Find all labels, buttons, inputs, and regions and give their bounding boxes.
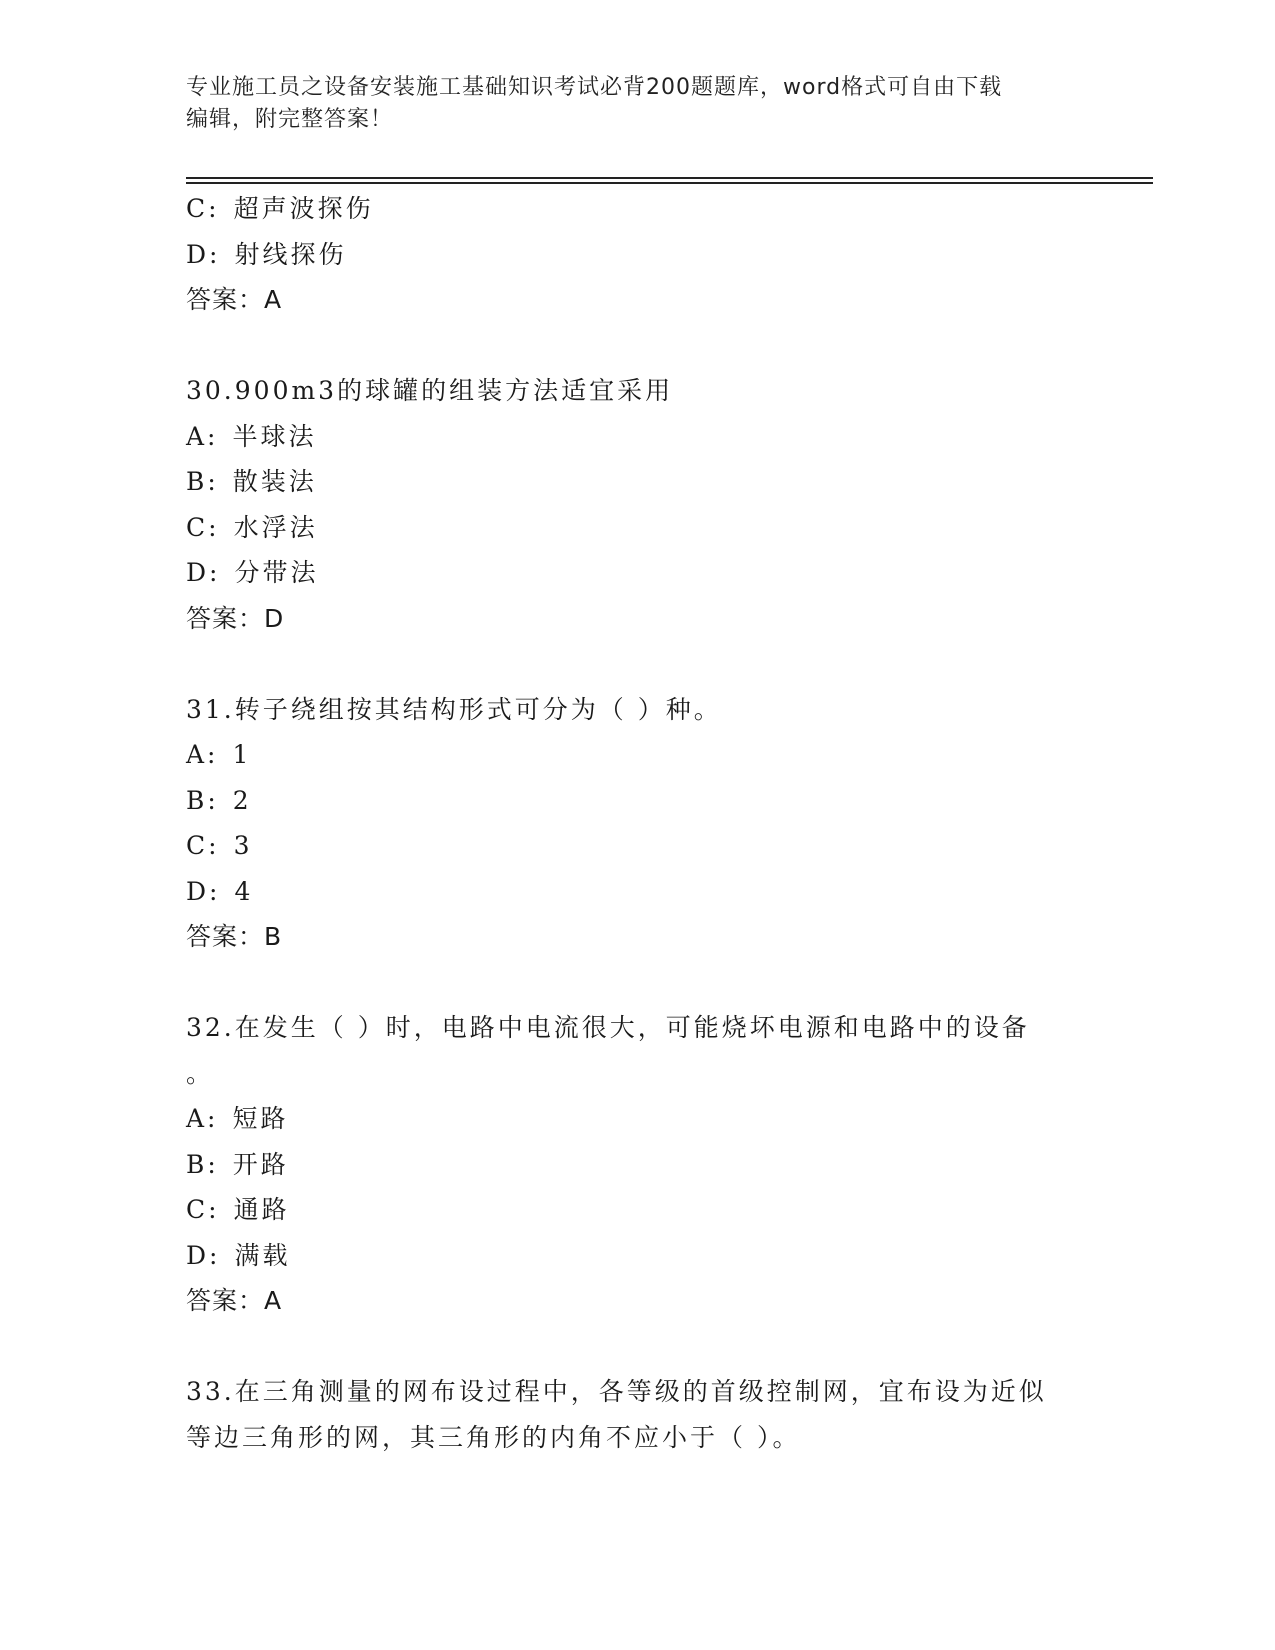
header-rule-bottom bbox=[186, 182, 1153, 184]
q32-option-c: C: 通路 bbox=[186, 1195, 290, 1224]
q32-option-b: B: 开路 bbox=[186, 1149, 289, 1179]
header-line-1: 专业施工员之设备安装施工基础知识考试必背200题题库，word格式可自由下载 bbox=[186, 75, 1003, 100]
option-c: C: 超声波探伤 bbox=[186, 194, 374, 223]
q32-option-a: A: 短路 bbox=[186, 1104, 289, 1133]
question-33-line-2: 等边三角形的网，其三角形的内角不应小于（ ）。 bbox=[186, 1422, 801, 1452]
q31-option-c: C: 3 bbox=[186, 831, 253, 860]
question-33-line-1: 33.在三角测量的网布设过程中，各等级的首级控制网，宜布设为近似 bbox=[186, 1377, 1047, 1406]
document-body bbox=[186, 186, 1086, 1460]
document-header bbox=[186, 72, 1066, 136]
question-32-line-1: 32.在发生（ ）时，电路中电流很大，可能烧坏电源和电路中的设备 bbox=[186, 1013, 1030, 1042]
q32-answer: 答案：A bbox=[186, 1286, 283, 1315]
q31-answer: 答案：B bbox=[186, 922, 283, 951]
header-rule-top bbox=[186, 177, 1153, 179]
question-32-line-2: 。 bbox=[186, 1058, 215, 1088]
q31-option-a: A: 1 bbox=[186, 740, 252, 769]
q31-option-b: B: 2 bbox=[186, 785, 252, 815]
q30-option-a: A: 半球法 bbox=[186, 421, 317, 451]
option-d: D: 射线探伤 bbox=[186, 239, 347, 269]
question-30: 30.900m3的球罐的组装方法适宜采用 bbox=[186, 376, 674, 405]
question-31: 31.转子绕组按其结构形式可分为（ ）种。 bbox=[186, 694, 722, 724]
q30-option-d: D: 分带法 bbox=[186, 558, 319, 587]
header-line-2: 编辑，附完整答案！ bbox=[186, 107, 394, 132]
q30-option-c: C: 水浮法 bbox=[186, 512, 318, 542]
q30-answer: 答案：D bbox=[186, 603, 285, 633]
answer-line: 答案：A bbox=[186, 285, 283, 314]
q31-option-d: D: 4 bbox=[186, 876, 254, 906]
q32-option-d: D: 满载 bbox=[186, 1240, 291, 1270]
q30-option-b: B: 散装法 bbox=[186, 467, 317, 496]
